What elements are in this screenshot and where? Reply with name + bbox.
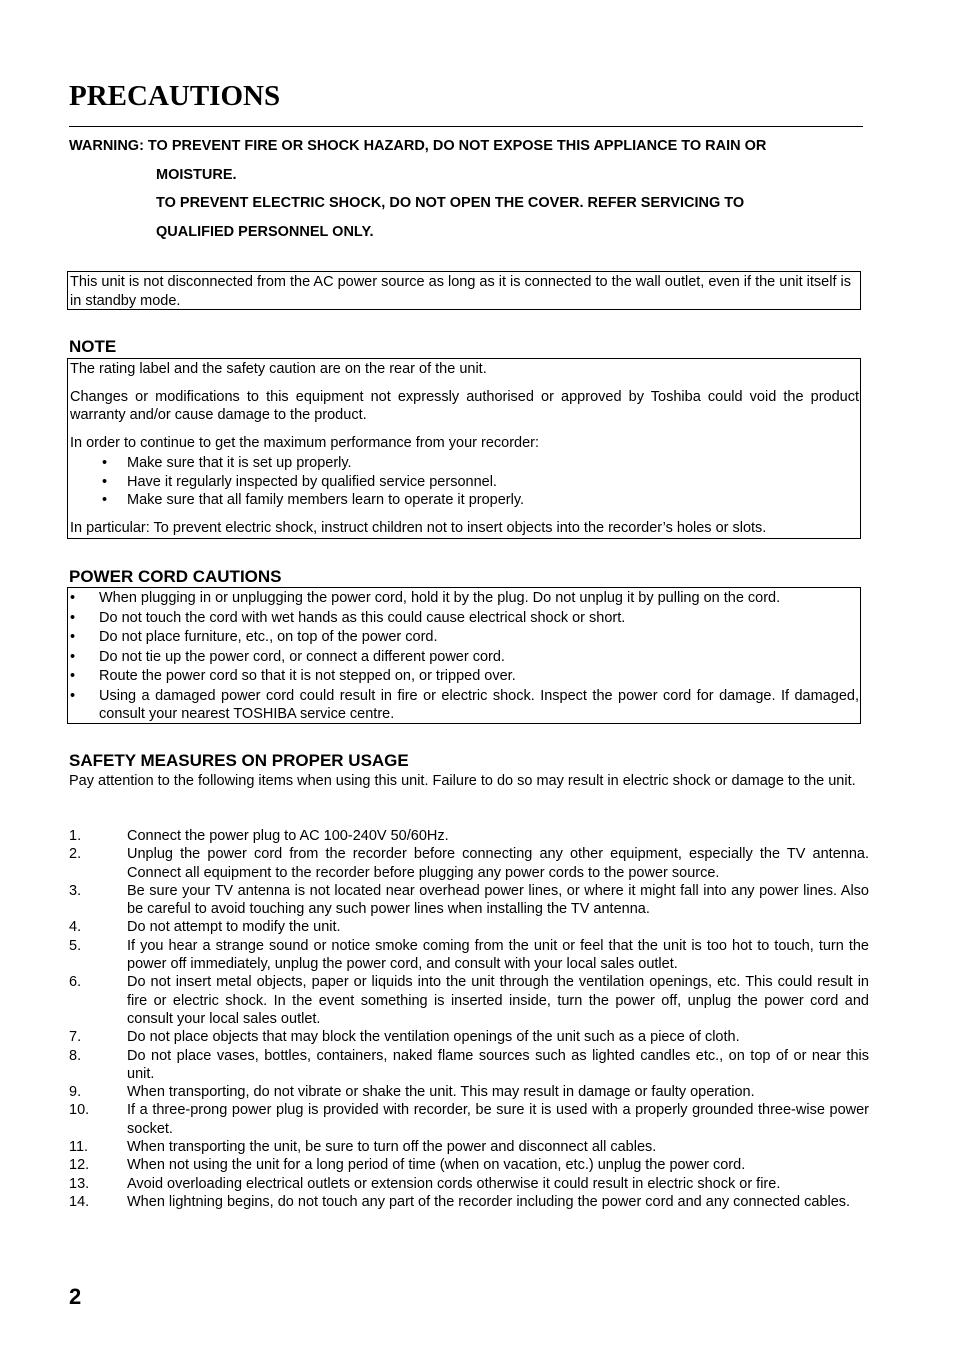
list-item: 4. Do not attempt to modify the unit. <box>69 919 341 936</box>
note-bullet-list <box>70 454 859 510</box>
safety-heading: SAFETY MEASURES ON PROPER USAGE <box>69 751 409 770</box>
list-item: 3. Be sure your TV antenna is not located near overhead power lines, or where it might fall into any power lines. Also be careful to avoid touching any such power lines when installing the TV antenna. <box>69 882 869 918</box>
warning-block <box>69 132 869 247</box>
list-item: 8. Do not place vases, bottles, containers, naked flame sources such as lighted candles etc., on top of or near this unit. <box>69 1047 869 1082</box>
list-item: • Have it regularly inspected by qualified service personnel. <box>102 473 497 490</box>
list-item: 11. When transporting the unit, be sure to turn off the power and disconnect all cables. <box>69 1139 657 1156</box>
page-title: PRECAUTIONS <box>69 80 281 112</box>
list-item: 7. Do not place objects that may block the ventilation openings of the unit such as a piece of cloth. <box>69 1029 740 1046</box>
warning-line: WARNING: TO PREVENT FIRE OR SHOCK HAZARD, DO NOT EXPOSE THIS APPLIANCE TO RAIN OR <box>69 138 767 154</box>
warning-line: TO PREVENT ELECTRIC SHOCK, DO NOT OPEN THE COVER. REFER SERVICING TO <box>156 195 745 212</box>
safety-numbered-list <box>69 827 869 1211</box>
list-item: 13. Avoid overloading electrical outlets or extension cords otherwise it could result in electric shock or fire. <box>69 1175 781 1192</box>
list-item: 2. Unplug the power cord from the recorder before connecting any other equipment, especially the TV antenna. Connect all equipment to the recorder before plugging any power cords to the power source. <box>69 846 869 881</box>
note-heading: NOTE <box>69 337 117 356</box>
list-item: 5. If you hear a strange sound or notice smoke coming from the unit or feel that the unit is too hot to touch, turn the power off immediately, unplug the power cord, and consult with your local sales outlet. <box>69 937 869 973</box>
list-item: 9. When transporting, do not vibrate or shake the unit. This may result in damage or faulty operation. <box>69 1084 755 1101</box>
list-item: • Using a damaged power cord could result in fire or electric shock. Inspect the power cord for damage. If damaged, consult your nearest TOSHIBA service centre. <box>70 687 859 722</box>
list-item: 6. Do not insert metal objects, paper or liquids into the unit through the ventilation openings, etc. This could result in fire or electric shock. In the event something is inserted inside, turn the power off, unplug the power cord and consult your local sales outlet. <box>69 974 869 1027</box>
warning-line: QUALIFIED PERSONNEL ONLY. <box>156 224 374 241</box>
warning-line: MOISTURE. <box>156 166 237 183</box>
power-cord-box <box>67 587 861 724</box>
page-number: 2 <box>69 1284 82 1309</box>
standby-notice-text: This unit is not disconnected from the AC power source as long as it is connected to the wall outlet, even if the unit itself is in standby mode. <box>70 274 851 309</box>
note-box <box>67 358 861 539</box>
list-item: • Do not tie up the power cord, or connect a different power cord. <box>70 648 505 665</box>
title-divider <box>69 126 863 127</box>
list-item: • Do not touch the cord with wet hands as this could cause electrical shock or short. <box>70 609 626 626</box>
list-item: 14. When lightning begins, do not touch any part of the recorder including the power cord and any connected cables. <box>69 1193 851 1210</box>
list-item: • When plugging in or unplugging the power cord, hold it by the plug. Do not unplug it by pulling on the cord. <box>70 590 781 606</box>
note-paragraph: In particular: To prevent electric shock, instruct children not to insert objects into the recorder’s holes or slots. <box>70 519 767 536</box>
list-item: 10. If a three-prong power plug is provided with recorder, be sure it is used with a properly grounded three-wise power socket. <box>69 1102 869 1137</box>
list-item: • Do not place furniture, etc., on top of the power cord. <box>70 629 438 645</box>
power-cord-heading: POWER CORD CAUTIONS <box>69 567 282 586</box>
list-item: • Route the power cord so that it is not stepped on, or tripped over. <box>70 668 516 684</box>
list-item: • Make sure that all family members learn to operate it properly. <box>102 492 525 508</box>
standby-notice-box <box>67 271 861 310</box>
note-paragraph: Changes or modifications to this equipment not expressly authorised or approved by Toshiba could void the product warranty and/or cause damage to the product. <box>70 388 859 423</box>
power-cord-bullet-list <box>70 589 859 724</box>
list-item: 1. Connect the power plug to AC 100-240V 50/60Hz. <box>69 828 449 844</box>
safety-intro: Pay attention to the following items when using this unit. Failure to do so may result in electric shock or damage to the unit. <box>69 773 856 789</box>
note-paragraph: The rating label and the safety caution are on the rear of the unit. <box>70 361 487 377</box>
list-item: • Make sure that it is set up properly. <box>102 455 352 471</box>
note-paragraph: In order to continue to get the maximum performance from your recorder: <box>70 434 540 451</box>
list-item: 12. When not using the unit for a long period of time (when on vacation, etc.) unplug the power cord. <box>69 1157 746 1174</box>
